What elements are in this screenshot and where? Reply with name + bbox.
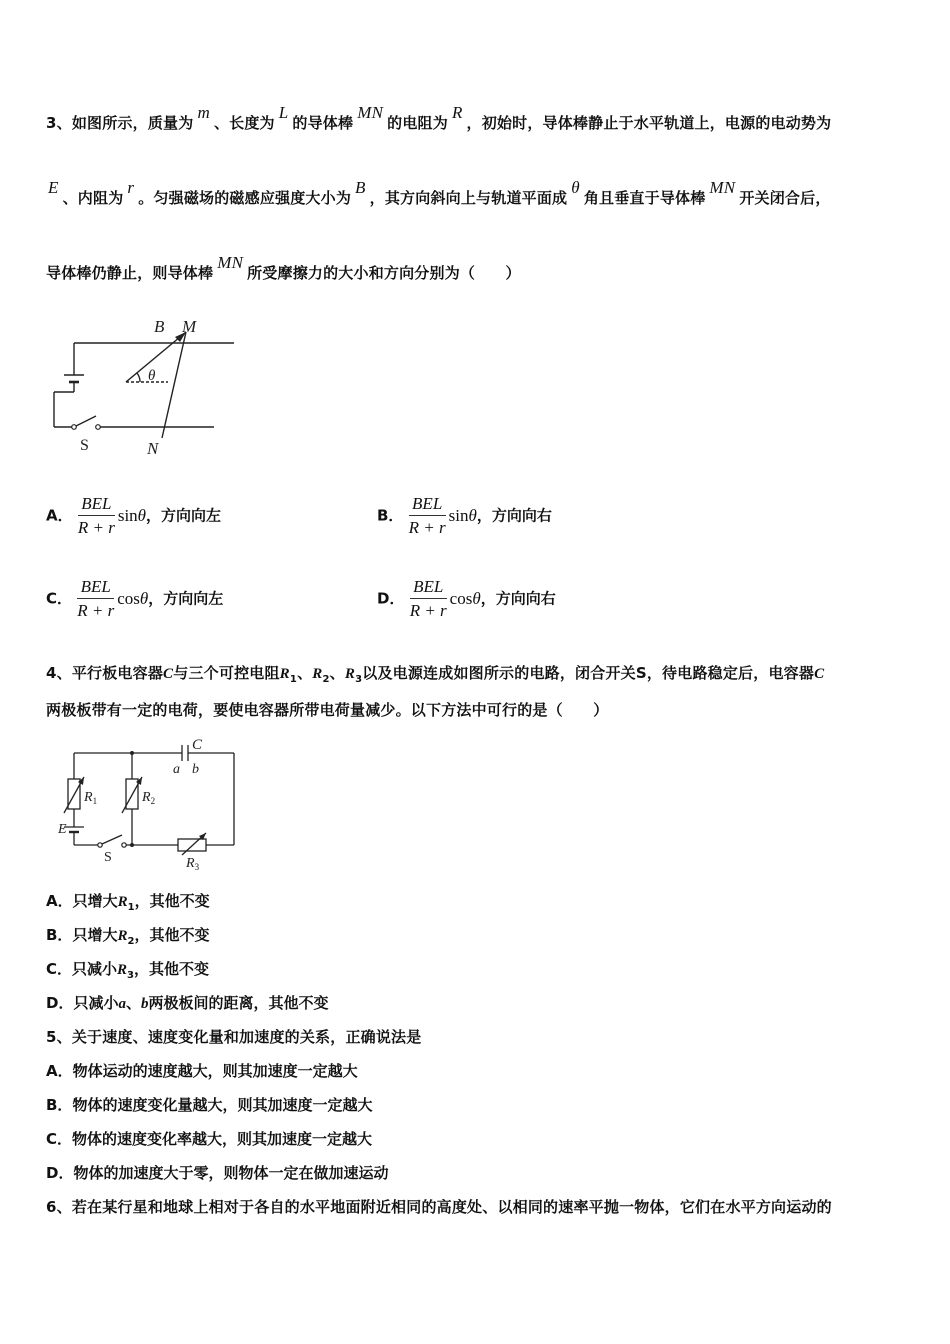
q3-option-d[interactable]: D． $\frac{\text{BEL}}{R + r}$ cosθ，方向向右 xyxy=(377,577,556,620)
q3-option-c[interactable]: C． $\frac{\text{BEL}}{R + r}$ cosθ，方向向左 xyxy=(46,577,224,620)
var-r: r xyxy=(127,178,135,197)
q3-option-a[interactable]: A． $\frac{\text{BEL}}{R + r}$ sinθ，方向向左 xyxy=(46,494,222,537)
fig-label-b: B xyxy=(154,317,165,336)
q4-line-2: 两极板带有一定的电荷，要使电容器所带电荷量减少。以下方法中可行的是（ ） xyxy=(46,701,609,719)
var-L: L xyxy=(278,103,289,122)
var-B: B xyxy=(355,178,366,197)
q5-stem: 5、关于速度、速度变化量和加速度的关系，正确说法是 xyxy=(46,1028,422,1046)
fig-label-r3: $R_3$ xyxy=(186,856,200,870)
fig-label-r2: $R_2$ xyxy=(142,790,156,806)
fig-label-r1: $R_1$ xyxy=(84,790,98,806)
fig-label-c: C xyxy=(192,737,203,753)
fig-label-n: N xyxy=(147,439,159,458)
fig-label-s: S xyxy=(80,437,89,454)
q3-line-1: 3、如图所示，质量为m、长度为L的导体棒MN的电阻为R，初始时，导体棒静止于水平轨道上，电源的电动势为 xyxy=(46,103,832,132)
var-MN: MN xyxy=(357,103,384,122)
fig-label-a: a xyxy=(173,762,180,777)
var-theta: θ xyxy=(571,178,580,197)
q4-line-1: 4、平行板电容器C与三个可控电阻$R_1$、$R_2$、$R_3$以及电源连成如图所示的电路，闭合开关S，待电路稳定后，电容器C xyxy=(46,664,825,685)
fig-label-s: S xyxy=(104,850,112,865)
q5-option-d[interactable]: D．物体的加速度大于零，则物体一定在做加速运动 xyxy=(46,1164,389,1182)
q5-option-a[interactable]: A．物体运动的速度越大，则其加速度一定越大 xyxy=(46,1062,358,1080)
fig-label-theta: θ xyxy=(148,368,156,384)
q3-option-b[interactable]: B． $\frac{\text{BEL}}{R + r}$ sinθ，方向向右 xyxy=(377,494,552,537)
q4-option-a[interactable]: A．只增大$R_1$，其他不变 xyxy=(46,892,210,913)
q4-option-b[interactable]: B．只增大$R_2$，其他不变 xyxy=(46,926,210,947)
q3-circuit-figure xyxy=(44,310,244,460)
fraction: $\frac{\text{BEL}}{R + r}$ xyxy=(77,577,115,620)
q5-option-b[interactable]: B．物体的速度变化量越大，则其加速度一定越大 xyxy=(46,1096,373,1114)
q4-option-c[interactable]: C．只减小$R_3$，其他不变 xyxy=(46,960,210,981)
fig-label-m: M xyxy=(182,317,197,336)
fig-label-b: b xyxy=(192,762,199,777)
fraction: $\frac{\text{BEL}}{R + r}$ xyxy=(77,494,115,537)
var-m: m xyxy=(197,103,210,122)
q6-stem: 6、若在某行星和地球上相对于各自的水平地面附近相同的高度处、以相同的速率平抛一物体，它们在水平方向运动的 xyxy=(46,1198,832,1216)
var-R: R xyxy=(451,103,463,122)
q4-circuit-figure xyxy=(56,735,246,870)
q3-line-3: 导体棒仍静止，则导体棒MN所受摩擦力的大小和方向分别为（ ） xyxy=(46,253,521,282)
q4-option-d[interactable]: D．只减小a、b两极板间的距离，其他不变 xyxy=(46,994,329,1012)
fig-label-e: E xyxy=(58,822,67,837)
q3-line-2: E、内阻为r。匀强磁场的磁感应强度大小为B，其方向斜向上与轨道平面成θ角且垂直于导体棒MN开关闭合后， xyxy=(48,178,831,207)
fraction: $\frac{\text{BEL}}{R + r}$ xyxy=(409,577,447,620)
q5-option-c[interactable]: C．物体的速度变化率越大，则其加速度一定越大 xyxy=(46,1130,373,1148)
var-E: E xyxy=(48,178,59,197)
fraction: $\frac{\text{BEL}}{R + r}$ xyxy=(408,494,446,537)
var-MN: MN xyxy=(709,178,736,197)
var-MN: MN xyxy=(217,253,244,272)
